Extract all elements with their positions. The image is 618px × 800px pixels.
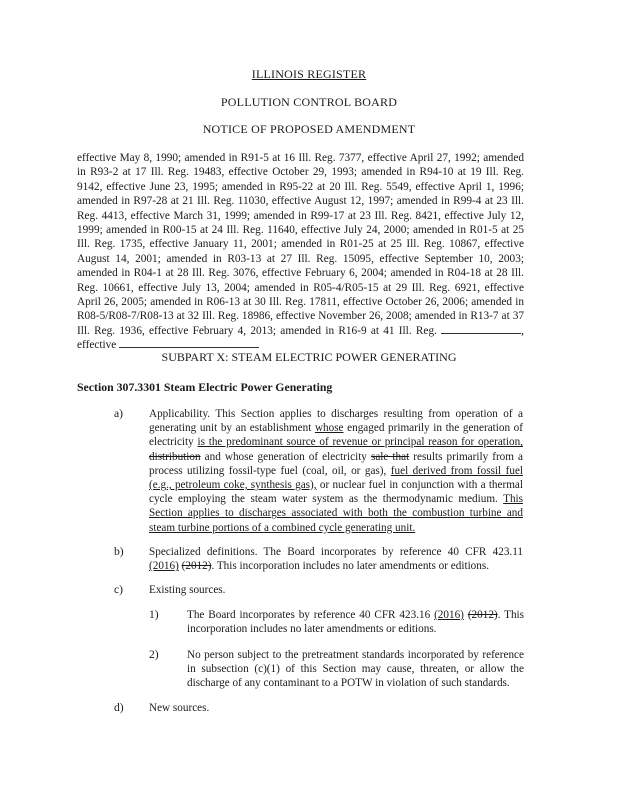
b-deletion: (2012) [181,560,212,573]
subsection-b-text [149,545,523,573]
c1-text-2: . This incorporation includes no later amendments or editions. [187,609,525,636]
blank-line [119,347,259,348]
blank-line [441,333,521,334]
c1-text-1: The Board incorporates by reference 40 CFR 423.16 [187,609,431,621]
c1-deletion: (2012) [467,609,498,621]
notice-title: NOTICE OF PROPOSED AMENDMENT [202,122,416,136]
subsection-c1-label: 1) [149,608,159,621]
subsection-d-title: New sources. [149,702,210,714]
b-insert: (2016) [149,560,179,573]
a-text-3: and whose generation of electricity [204,450,367,463]
a-insert-4: This Section applies to discharges associated with both the combustion turbine and steam turbine portions of a combined cycle generating unit. [149,493,523,534]
source-note-text: effective May 8, 1990; amended in R91-5 at 16 Ill. Reg. 7377, effective April 27, 1992; amended in R93-2 at 17 Ill. Reg. 19483, effective October 29, 1993; amended in R94-10 at 19 Ill. Reg. 9142, effective June 23, 1995; amended in R95-22 at 20 Ill. Reg. 5549, effective April 1, 1996; amended in R97-28 at 21 Ill. Reg. 11030, effective August 12, 1997; amended in R99-4 at 23 Ill. Reg. 4413, effective March 31, 1999; amended in R99-17 at 23 Ill. Reg. 8421, effective July 12, 1999; amended in R00-15 at 24 Ill. Reg. 11640, effective July 24, 2000; amended in R01-5 at 25 Ill. Reg. 1735, effective January 11, 2001; amended in R01-25 at 25 Ill. Reg. 10867, effective August 14, 2001; amended in R03-13 at 27 Ill. Reg. 15095, effective September 10, 2003; amended in R04-1 at 28 Ill. Reg. 3076, effective February 6, 2004; amended in R04-18 at 28 Ill. Reg. 10661, effective July 13, 2004; amended in R05-4/R05-15 at 29 Ill. Reg. 6921, effective April 26, 2005; amended in R06-13 at 30 Ill. Reg. 17811, effective October 26, 2006; amended in R08-5/R08-7/R08-13 at 32 Ill. Reg. 18986, effective November 26, 2008; amended in R13-7 at 37 Ill. Reg. 1936, effective February 4, 2013; amended in R16-9 at 41 Ill. Reg. [77,152,524,337]
source-note-end: effective [77,339,117,352]
subsection-a-label: a) [114,407,124,420]
a-text-4: results primarily from a process utilizing fossil-type fuel (coal, oil, or gas), [149,450,524,477]
a-insert-1: whose [314,422,344,435]
a-text-5: or nuclear fuel in conjunction with a thermal cycle employing the steam water system as the thermodynamic medium. [149,479,523,506]
source-note: effective May 8, 1990; amended in R91-5 at 16 Ill. Reg. 7377, effective April 27, 1992; amended in R93-2 at 17 Ill. Reg. 19483, effective October 29, 1993; amended in R94-10 at 19 Ill. Reg. 9142, effective June 23, 1995; amended in R95-22 at 20 Ill. Reg. 5549, effective April 1, 1996; amended in R97-28 at 21 Ill. Reg. 11030, effective August 12, 1997; amended in R99-4 at 23 Ill. Reg. 4413, effective March 31, 1999; amended in R99-17 at 23 Ill. Reg. 8421, effective July 12, 1999; amended in R00-15 at 24 Ill. Reg. 11640, effective July 24, 2000; amended in R01-5 at 25 Ill. Reg. 1735, effective January 11, 2001; amended in R01-25 at 25 Ill. Reg. 10867, effective August 14, 2001; amended in R03-13 at 27 Ill. Reg. 15095, effective September 10, 2003; amended in R04-1 at 28 Ill. Reg. 3076, effective February 6, 2004; amended in R04-18 at 28 Ill. Reg. 10661, effective July 13, 2004; amended in R05-4/R05-15 at 29 Ill. Reg. 6921, effective April 26, 2005; amended in R06-13 at 30 Ill. Reg. 17811, effective October 26, 2006; amended in R08-5/R08-7/R08-13 at 32 Ill. Reg. 18986, effective November 26, 2008; amended in R13-7 at 37 Ill. Reg. 1936, effective February 4, 2013; amended in R16-9 at 41 Ill. Reg. , effective [77,152,524,352]
subsection-c1-text [187,608,524,636]
subsection-d-label: d) [114,701,124,714]
subsection-c2-text: No person subject to the pretreatment standards incorporated by reference in subsection (c)(1) of this Section may cause, threaten, or allow the discharge of any contaminant to a POTW in violation of such standards. [187,649,524,690]
section-heading: Section 307.3301 Steam Electric Power Generating [77,380,333,394]
subpart-heading: SUBPART X: STEAM ELECTRIC POWER GENERATING [161,350,457,364]
subsection-c-title: Existing sources. [149,584,226,596]
b-text-2: . This incorporation includes no later amendments or editions. [211,560,490,573]
board-name: POLLUTION CONTROL BOARD [220,95,398,109]
subsection-a-text [149,407,523,535]
a-insert-2: is the predominant source of revenue or principal reason for operation, [197,436,524,449]
subsection-b-label: b) [114,545,124,558]
subsection-c2-label: 2) [149,648,159,661]
subsection-c-label: c) [114,583,124,596]
a-text-2: engaged primarily in the generation of electricity [149,422,523,449]
c1-insert: (2016) [434,609,464,621]
a-deletion-2: sale that [370,450,410,463]
register-title: ILLINOIS REGISTER [251,67,367,81]
a-insert-3: fuel derived from fossil fuel (e.g., petroleum coke, synthesis gas), [149,464,524,492]
a-deletion-1: distribution [149,450,201,463]
b-text-1: Specialized definitions. The Board incorporates by reference 40 CFR 423.11 [149,546,523,558]
a-text-1: Applicability. This Section applies to discharges resulting from operation of a generating unit by an establishment [149,408,523,435]
